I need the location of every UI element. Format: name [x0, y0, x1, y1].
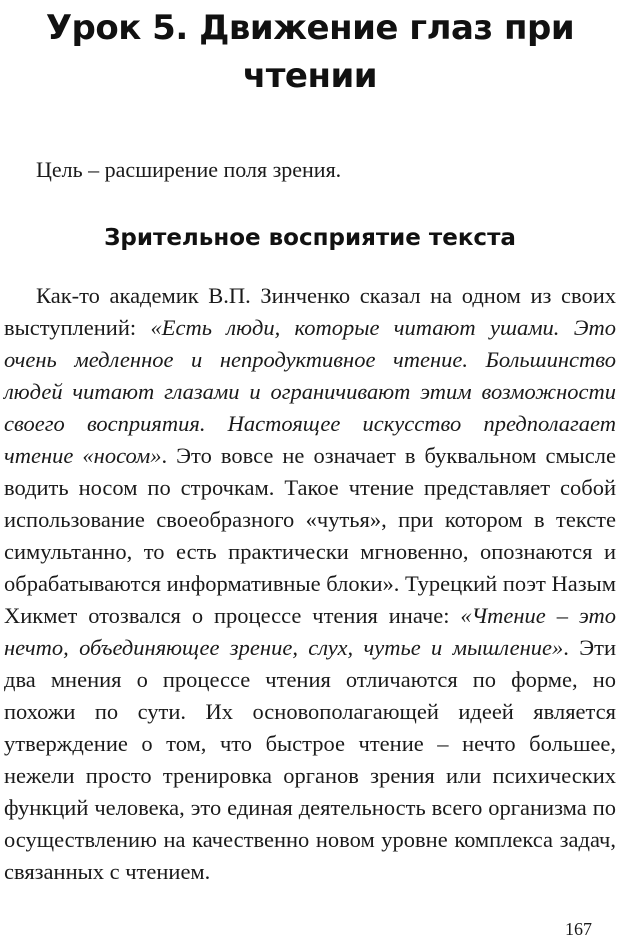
lesson-title: Урок 5. Движение глаз при чтении	[45, 8, 575, 96]
lesson-goal: Цель – расширение поля зрения.	[36, 157, 342, 182]
page-number: 167	[565, 919, 592, 939]
section-heading: Зрительное восприятие текста	[104, 225, 516, 251]
body-paragraph	[4, 280, 616, 888]
paragraph-text-3: . Эти два мнения о процессе чтения отличаются по форме, но похожи по сути. Их основополагающей идеей является утверждение о том, что быстрое чтение – нечто большее, нежели просто тренировка органов зрения или психических функций человека, это единая деятельность всего организма по осуществлению на качественно новом уровне комплекса задач, связанных с чтением.	[4, 635, 616, 884]
paragraph-text-1: Как-то академик В.П. Зинченко сказал на одном из своих выступлений:	[4, 283, 616, 340]
zinchenko-quote: «Есть люди, которые читают ушами. Это очень медленное и непродуктивное чтение. Большинство людей читают глазами и ограничивают этим возможности своего восприятия. Настоящее искусство предполагает чтение «носом»	[4, 315, 616, 468]
hikmet-quote: «Чтение – это нечто, объединяющее зрение, слух, чутье и мышление»	[4, 603, 616, 660]
paragraph-text-2: . Это вовсе не означает в буквальном смысле водить носом по строчкам. Такое чтение представляет собой использование своеобразного «чутья», при котором в тексте симультанно, то есть практически мгновенно, опознаются и обрабатываются информативные блоки». Турецкий поэт Назым Хикмет отозвался о процессе чтения иначе:	[4, 443, 616, 628]
